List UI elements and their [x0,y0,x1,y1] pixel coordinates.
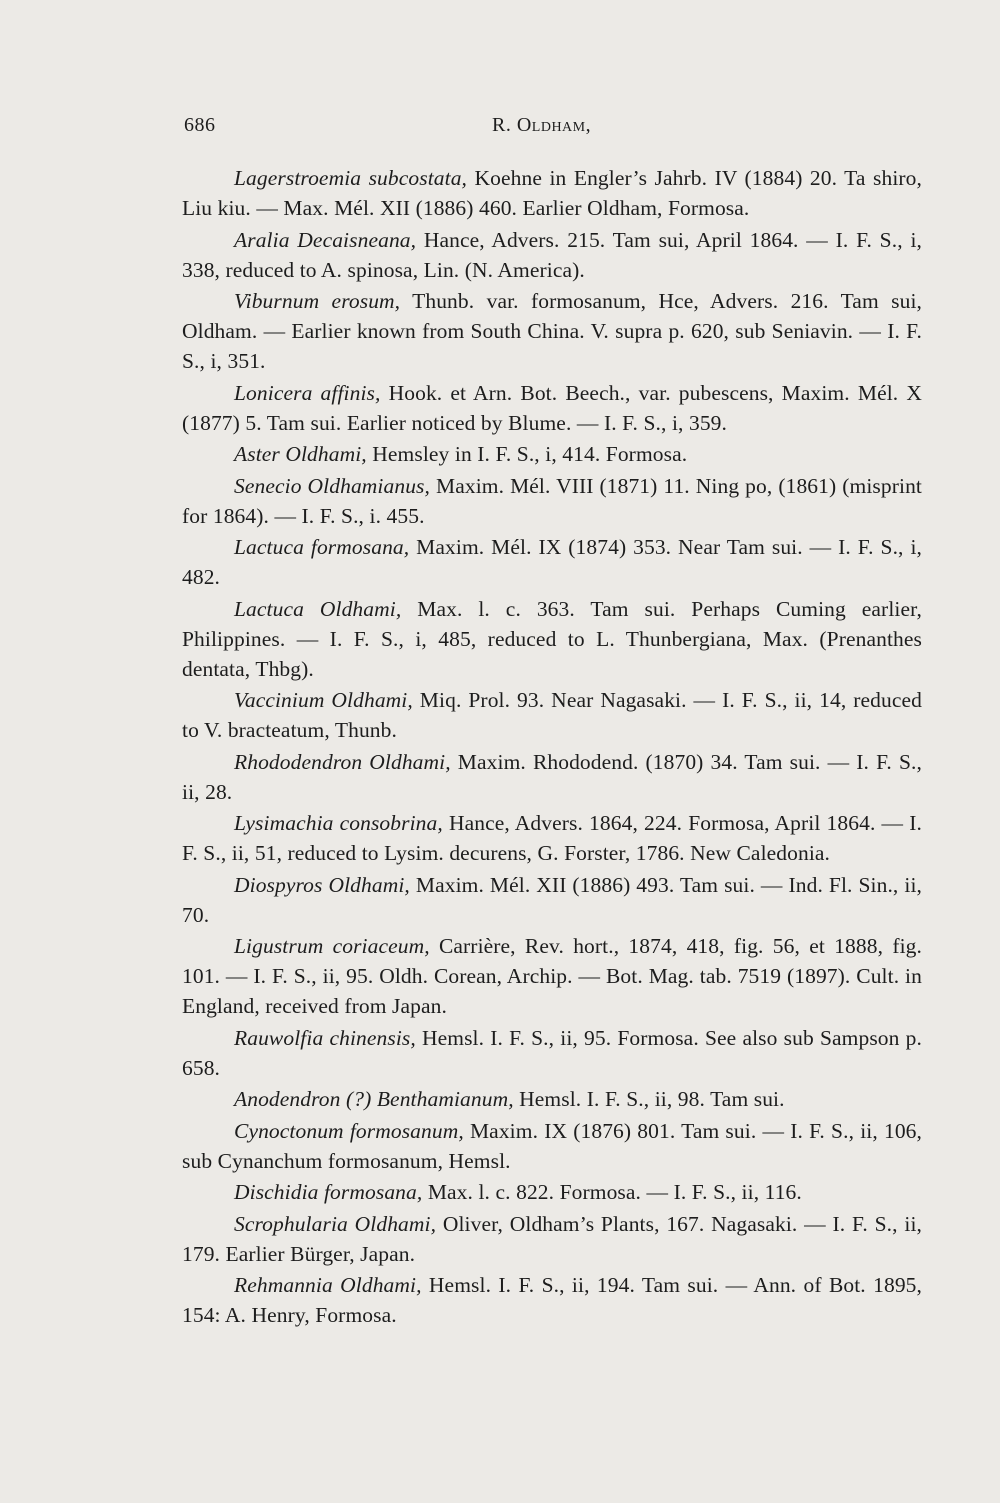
species-reference: Miq. Prol. 93. Near Nagasaki. — I. F. S., ii, 14, reduced to V. bracteatum, Thunb. [182,688,922,742]
species-entry [182,286,922,376]
species-name: Lonicera affinis, [234,380,381,405]
species-reference: Maxim. Rhododend. (1870) 34. Tam sui. — I. F. S., ii, 28. [182,749,922,804]
species-reference: Hance, Advers. 215. Tam sui, April 1864. — I. F. S., i, 338, reduced to A. spinosa, Lin. (N. America). [182,227,922,282]
species-name: Rauwolfia chinensis, [234,1025,416,1050]
species-name: Lagerstroemia subcostata, [234,166,468,190]
species-reference: Thunb. var. formosanum, Hce, Advers. 216. Tam sui, Oldham. — Earlier known from South China. V. supra p. 620, sub Seniavin. — I. F. S., i, 351. [182,289,922,373]
species-reference: Maxim. Mél. XII (1886) 493. Tam sui. — Ind. Fl. Sin., ii, 70. [182,872,922,927]
species-entry [182,471,922,531]
species-entry [182,870,922,930]
species-entry [182,1023,922,1083]
species-name: Ligustrum coriaceum, [234,934,430,958]
species-name: Aralia Decaisneana, [234,227,417,252]
species-name: Cynoctonum formosanum, [234,1118,464,1143]
species-entry [182,1084,922,1114]
species-name: Viburnum erosum, [234,289,401,313]
species-entry [182,685,922,745]
species-name: Lactuca Oldhami, [234,596,402,621]
species-name: Diospyros Oldhami, [234,872,410,897]
running-head [184,114,922,144]
species-entry [182,1177,922,1207]
species-reference: Oliver, Oldham’s Plants, 167. Nagasaki. — I. F. S., ii, 179. Earlier Bürger, Japan. [182,1211,922,1266]
species-name: Rhododendron Oldhami, [234,749,451,774]
species-entry [182,225,922,285]
species-entry [182,532,922,592]
species-entry [182,747,922,807]
species-reference: Hook. et Arn. Bot. Beech., var. pubescens, Maxim. Mél. X (1877) 5. Tam sui. Earlier noticed by Blume. — I. F. S., i, 359. [182,380,923,435]
running-title: R. Oldham, [492,114,592,136]
species-name: Lysimachia consobrina, [234,811,443,835]
species-reference: Koehne in Engler’s Jahrb. IV (1884) 20. Ta shiro, Liu kiu. — Max. Mél. XII (1886) 460. Earlier Oldham, Formosa. [182,166,922,220]
species-reference: Hemsl. I. F. S., ii, 98. Tam sui. [513,1087,785,1111]
species-reference: Maxim. Mél. VIII (1871) 11. Ning po, (1861) (misprint for 1864). — I. F. S., i. 455. [182,473,922,528]
species-reference: Max. l. c. 822. Formosa. — I. F. S., ii, 116. [422,1180,802,1204]
species-entry [182,378,922,438]
species-entry [182,163,922,223]
species-name: Vaccinium Oldhami, [234,688,413,712]
species-entry [182,594,922,684]
page-number: 686 [184,114,216,136]
species-entry [182,1116,922,1176]
species-reference: Hance, Advers. 1864, 224. Formosa, April 1864. — I. F. S., ii, 51, reduced to Lysim. decurens, G. Forster, 1786. New Caledonia. [182,811,922,865]
species-reference: Hemsl. I. F. S., ii, 194. Tam sui. — Ann. of Bot. 1895, 154: A. Henry, Formosa. [182,1273,922,1327]
species-name: Anodendron (?) Benthamianum, [234,1087,514,1111]
species-name: Senecio Oldhamianus, [234,473,430,498]
species-entry [182,808,922,868]
species-name: Aster Oldhami, [234,442,367,466]
species-entry [182,439,922,469]
species-name: Rehmannia Oldhami, [234,1273,422,1297]
species-name: Lactuca formosana, [234,535,410,559]
species-reference: Carrière, Rev. hort., 1874, 418, fig. 56, et 1888, fig. 101. — I. F. S., ii, 95. Oldh. Corean, Archip. — Bot. Mag. tab. 7519 (1897). Cult. in England, received from Japan. [182,934,922,1018]
species-entry [182,931,922,1021]
species-reference: Hemsley in I. F. S., i, 414. Formosa. [366,442,688,466]
species-name: Scrophularia Oldhami, [234,1211,437,1236]
species-list [182,163,922,1332]
species-reference: Hemsl. I. F. S., ii, 95. Formosa. See also sub Sampson p. 658. [182,1025,922,1080]
species-entry [182,1270,922,1330]
species-name: Dischidia formosana, [234,1180,423,1204]
species-reference: Maxim. Mél. IX (1874) 353. Near Tam sui. — I. F. S., i, 482. [182,535,922,589]
species-reference: Max. l. c. 363. Tam sui. Perhaps Cuming earlier, Philippines. — I. F. S., i, 485, reduced to L. Thunbergiana, Max. (Prenanthes dentata, Thbg). [182,596,922,681]
species-reference: Maxim. IX (1876) 801. Tam sui. — I. F. S., ii, 106, sub Cynanchum formosanum, Hemsl. [182,1118,922,1173]
species-entry [182,1209,922,1269]
